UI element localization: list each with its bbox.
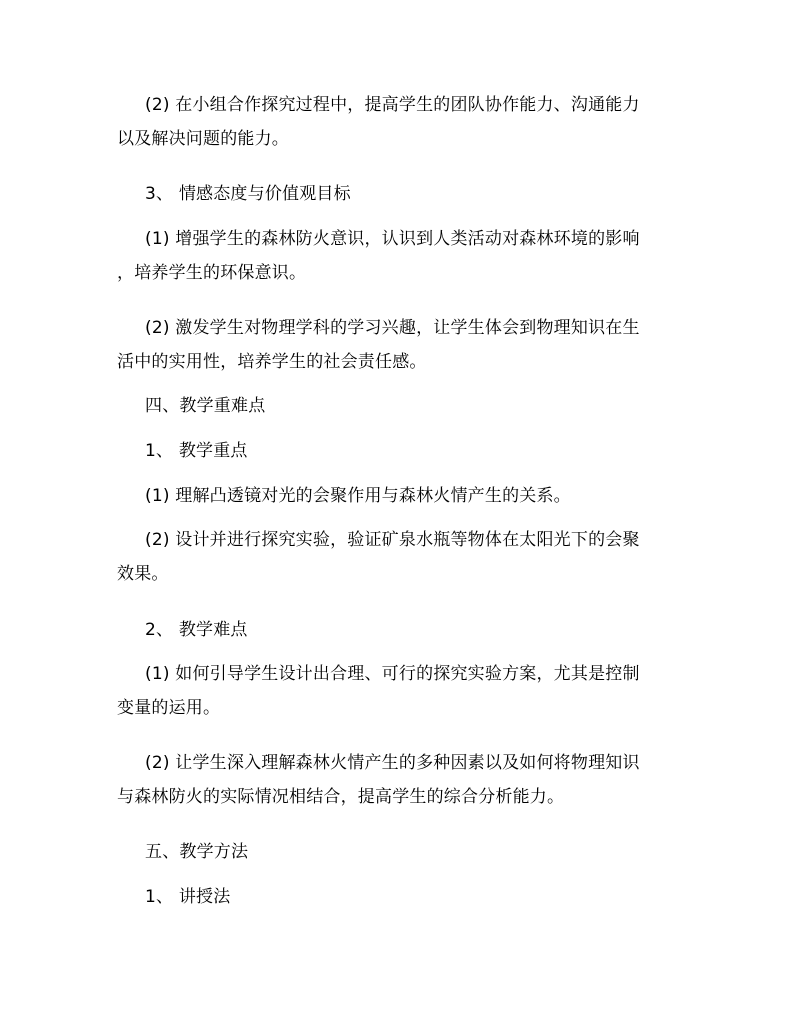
paragraph-experiment-plan — [117, 657, 677, 725]
text-line: 1、 教学重点 — [145, 441, 248, 461]
heading-key-difficult-points — [117, 389, 677, 423]
text-line: ，培养学生的环保意识。 — [117, 263, 307, 283]
text-line: (2) 设计并进行探究实验，验证矿泉水瓶等物体在太阳光下的会聚 — [145, 530, 640, 550]
text-line: (2) 让学生深入理解森林火情产生的多种因素以及如何将物理知识 — [145, 753, 640, 773]
text-line: 变量的运用。 — [117, 698, 221, 718]
text-line: 2、 教学难点 — [145, 620, 248, 640]
text-line: (1) 理解凸透镜对光的会聚作用与森林火情产生的关系。 — [145, 486, 571, 506]
text-line: 1、 讲授法 — [145, 887, 231, 907]
heading-emotion-values-goal — [117, 177, 677, 211]
text-line: 四、教学重难点 — [145, 396, 266, 416]
paragraph-teamwork-goal — [117, 88, 677, 156]
heading-lecture-method — [117, 880, 677, 914]
paragraph-fire-awareness — [117, 222, 677, 290]
paragraph-convex-lens — [117, 479, 677, 513]
text-line: 以及解决问题的能力。 — [117, 129, 289, 149]
text-line: 效果。 — [117, 564, 169, 584]
text-line: 五、教学方法 — [145, 842, 249, 862]
text-line: 3、 情感态度与价值观目标 — [145, 184, 351, 204]
text-line: (1) 增强学生的森林防火意识，认识到人类活动对森林环境的影响 — [145, 229, 640, 249]
heading-key-points — [117, 434, 677, 468]
paragraph-fire-factors — [117, 746, 677, 814]
heading-teaching-methods — [117, 835, 677, 869]
text-line: (2) 在小组合作探究过程中，提高学生的团队协作能力、沟通能力 — [145, 95, 640, 115]
heading-difficult-points — [117, 613, 677, 647]
text-line: (1) 如何引导学生设计出合理、可行的探究实验方案，尤其是控制 — [145, 664, 640, 684]
paragraph-experiment-design — [117, 523, 677, 591]
paragraph-physics-interest — [117, 311, 677, 379]
text-line: 活中的实用性，培养学生的社会责任感。 — [117, 352, 427, 372]
text-line: 与森林防火的实际情况相结合，提高学生的综合分析能力。 — [117, 787, 565, 807]
text-line: (2) 激发学生对物理学科的学习兴趣，让学生体会到物理知识在生 — [145, 318, 640, 338]
